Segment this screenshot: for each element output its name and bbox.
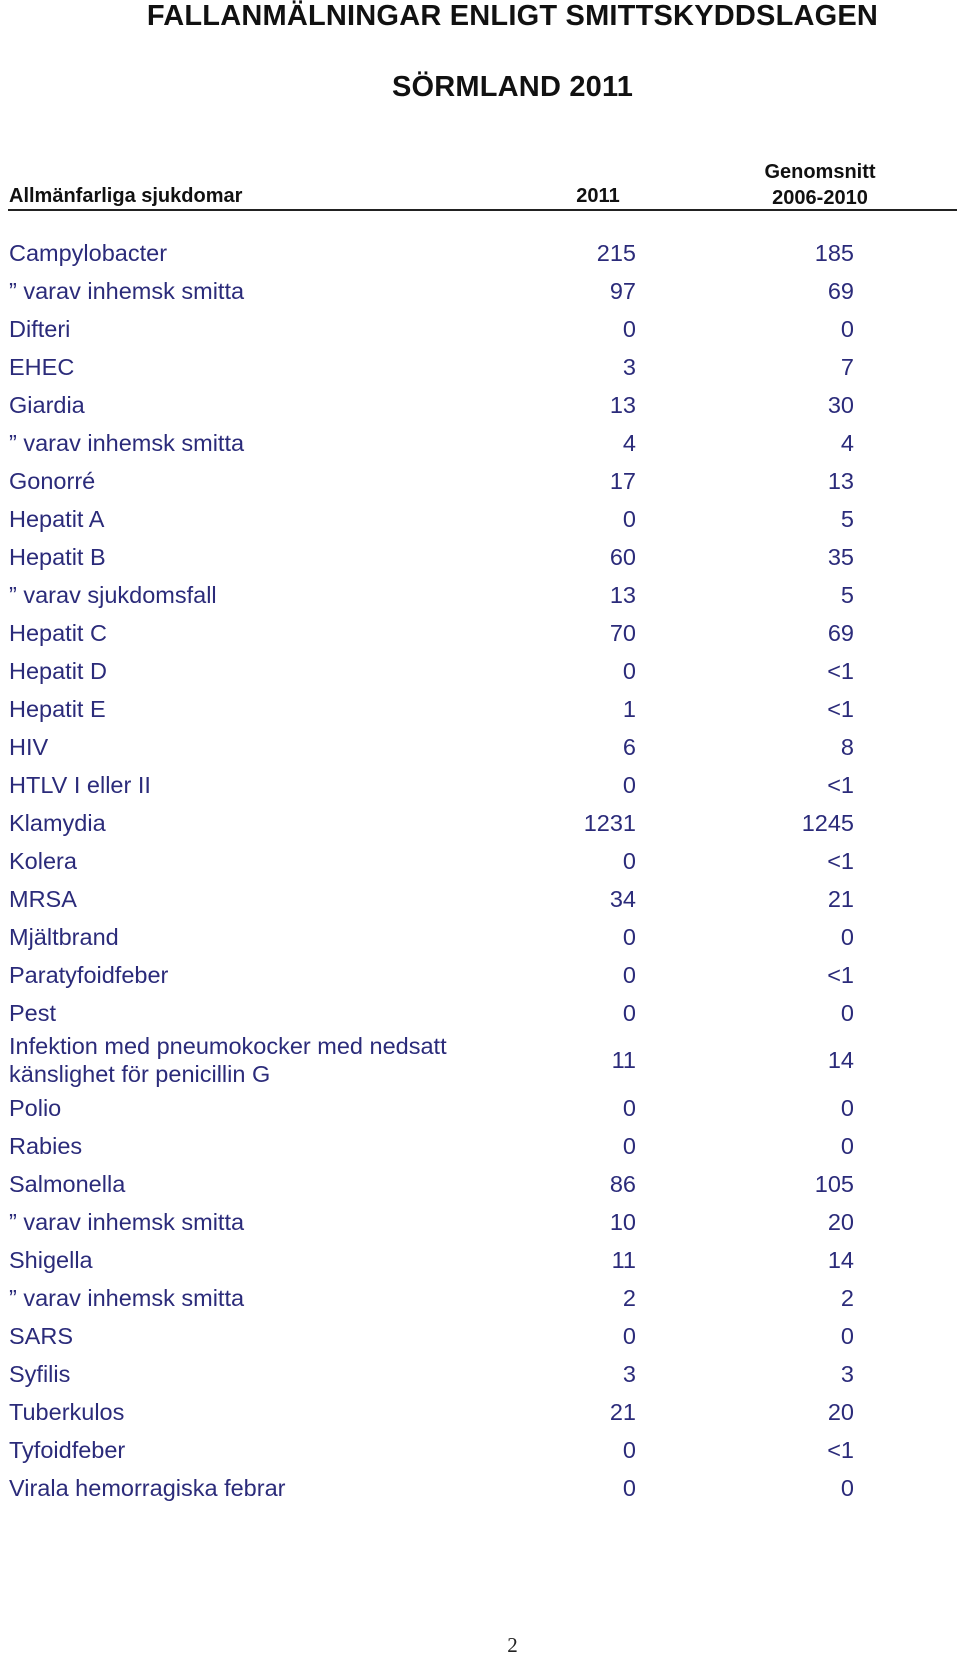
row-disease-name: HTLV I eller II (9, 772, 151, 798)
column-header-disease: Allmänfarliga sjukdomar (9, 185, 243, 207)
row-value-2011: 215 (596, 240, 636, 266)
row-value-average: 0 (840, 1323, 854, 1349)
row-value-2011: 0 (622, 658, 636, 684)
row-disease-name: SARS (9, 1323, 73, 1349)
row-disease-name: Hepatit E (9, 696, 106, 722)
row-disease-name: Pest (9, 1000, 57, 1026)
row-value-2011: 34 (609, 886, 636, 912)
disease-table (0, 233, 960, 1506)
row-disease-name: Campylobacter (9, 240, 168, 266)
row-disease-name: Hepatit C (9, 620, 107, 646)
row-value-average: 4 (840, 430, 854, 456)
row-value-average: 0 (840, 1133, 854, 1159)
row-value-2011: 0 (622, 848, 636, 874)
table-row (0, 841, 960, 879)
table-row (0, 271, 960, 309)
row-value-average: 5 (840, 506, 854, 532)
row-disease-name: ” varav inhemsk smitta (9, 1209, 245, 1235)
row-disease-name: Klamydia (9, 810, 106, 836)
row-value-average: 13 (827, 468, 854, 494)
column-header-average-line2: 2006-2010 (772, 187, 868, 209)
row-value-average: <1 (827, 848, 854, 874)
row-value-average: 5 (840, 582, 854, 608)
row-disease-name: Mjältbrand (9, 924, 119, 950)
row-value-average: 69 (827, 278, 854, 304)
row-value-2011: 0 (622, 924, 636, 950)
row-disease-name-line2: känslighet för penicillin G (9, 1061, 271, 1087)
row-disease-name: ” varav inhemsk smitta (9, 430, 245, 456)
row-value-average: 2 (840, 1285, 854, 1311)
column-header-average (750, 159, 890, 211)
row-disease-name: Virala hemorragiska febrar (9, 1475, 286, 1501)
row-value-2011: 0 (622, 1437, 636, 1463)
row-value-2011: 60 (609, 544, 636, 570)
row-value-2011: 13 (609, 392, 636, 418)
row-value-average: 20 (827, 1399, 854, 1425)
column-header-2011: 2011 (576, 185, 620, 207)
row-value-average: 21 (827, 886, 854, 912)
table-row (0, 1392, 960, 1430)
table-row (0, 613, 960, 651)
row-value-2011: 0 (622, 772, 636, 798)
page-number: 2 (507, 1633, 518, 1657)
table-row (0, 309, 960, 347)
row-value-average: 3 (840, 1361, 854, 1387)
table-row (0, 1240, 960, 1278)
row-disease-name: Hepatit D (9, 658, 107, 684)
row-disease-name: Salmonella (9, 1171, 126, 1197)
table-row (0, 803, 960, 841)
row-value-2011: 70 (609, 620, 636, 646)
row-disease-name: Difteri (9, 316, 71, 342)
row-value-2011: 4 (622, 430, 636, 456)
row-value-average: 185 (814, 240, 854, 266)
table-row (0, 1164, 960, 1202)
row-value-2011: 0 (622, 962, 636, 988)
row-value-2011: 3 (622, 1361, 636, 1387)
row-disease-name: Paratyfoidfeber (9, 962, 169, 988)
row-value-average: 0 (840, 316, 854, 342)
row-value-2011: 13 (609, 582, 636, 608)
row-disease-name: MRSA (9, 886, 77, 912)
table-row (0, 917, 960, 955)
table-row (0, 955, 960, 993)
table-row (0, 499, 960, 537)
table-row (0, 423, 960, 461)
row-value-average: 14 (827, 1247, 854, 1273)
row-disease-name: Polio (9, 1095, 62, 1121)
table-row (0, 233, 960, 271)
row-disease-name: Rabies (9, 1133, 83, 1159)
row-value-average: <1 (827, 772, 854, 798)
row-disease-name: Hepatit A (9, 506, 105, 532)
page-subtitle: SÖRMLAND 2011 (391, 71, 634, 103)
header-divider (8, 209, 957, 211)
table-row (0, 347, 960, 385)
row-value-average: 0 (840, 924, 854, 950)
table-row (0, 537, 960, 575)
row-disease-name: Tuberkulos (9, 1399, 125, 1425)
table-row (0, 575, 960, 613)
row-value-average: <1 (827, 658, 854, 684)
table-row (0, 1278, 960, 1316)
table-row (0, 1088, 960, 1126)
row-value-average: 8 (840, 734, 854, 760)
table-row (0, 1031, 960, 1088)
row-disease-name: Tyfoidfeber (9, 1437, 126, 1463)
row-disease-name: Shigella (9, 1247, 93, 1273)
row-value-2011: 17 (609, 468, 636, 494)
row-value-average: 0 (840, 1000, 854, 1026)
row-value-2011: 2 (622, 1285, 636, 1311)
row-value-average: 35 (827, 544, 854, 570)
row-value-average: <1 (827, 1437, 854, 1463)
table-row (0, 1354, 960, 1392)
row-value-2011: 0 (622, 1475, 636, 1501)
page-title: FALLANMÄLNINGAR ENLIGT SMITTSKYDDSLAGEN (146, 0, 879, 32)
row-value-average: 30 (827, 392, 854, 418)
row-value-average: 105 (814, 1171, 854, 1197)
table-row (0, 879, 960, 917)
row-disease-name: Kolera (9, 848, 77, 874)
row-value-average: 69 (827, 620, 854, 646)
row-value-2011: 10 (609, 1209, 636, 1235)
row-value-2011: 6 (622, 734, 636, 760)
row-value-2011: 11 (611, 1247, 636, 1273)
row-value-2011: 0 (622, 1000, 636, 1026)
row-disease-name: HIV (9, 734, 49, 760)
row-value-average: 0 (840, 1475, 854, 1501)
row-disease-name: ” varav inhemsk smitta (9, 1285, 245, 1311)
table-row (0, 993, 960, 1031)
table-row (0, 1430, 960, 1468)
row-value-2011: 0 (622, 316, 636, 342)
row-disease-name: EHEC (9, 354, 75, 380)
row-value-average: 20 (827, 1209, 854, 1235)
table-row (0, 385, 960, 423)
row-disease-name: ” varav sjukdomsfall (9, 582, 217, 608)
row-value-average: 7 (840, 354, 854, 380)
row-disease-name-line1: Infektion med pneumokocker med nedsatt (9, 1033, 447, 1059)
table-row (0, 1126, 960, 1164)
column-header-average-line1: Genomsnitt (764, 161, 876, 183)
row-value-average: <1 (827, 962, 854, 988)
table-row (0, 689, 960, 727)
row-value-2011: 21 (609, 1399, 636, 1425)
table-row (0, 1468, 960, 1506)
row-value-2011: 0 (622, 1133, 636, 1159)
row-value-2011: 3 (622, 354, 636, 380)
row-value-2011: 11 (611, 1047, 636, 1073)
row-value-2011: 0 (622, 506, 636, 532)
row-value-2011: 1231 (583, 810, 636, 836)
row-value-average: 0 (840, 1095, 854, 1121)
table-row (0, 765, 960, 803)
table-row (0, 461, 960, 499)
row-value-average: 14 (827, 1047, 854, 1073)
row-disease-name: ” varav inhemsk smitta (9, 278, 245, 304)
row-disease-name: Syfilis (9, 1361, 71, 1387)
row-value-2011: 86 (609, 1171, 636, 1197)
row-value-2011: 0 (622, 1095, 636, 1121)
row-value-2011: 1 (622, 696, 636, 722)
table-row (0, 727, 960, 765)
table-row (0, 1316, 960, 1354)
table-row (0, 1202, 960, 1240)
row-value-average: <1 (827, 696, 854, 722)
row-disease-name: Hepatit B (9, 544, 106, 570)
row-disease-name (9, 1032, 447, 1088)
row-disease-name: Gonorré (9, 468, 96, 494)
row-value-average: 1245 (801, 810, 854, 836)
table-row (0, 651, 960, 689)
row-disease-name: Giardia (9, 392, 85, 418)
row-value-2011: 97 (609, 278, 636, 304)
row-value-2011: 0 (622, 1323, 636, 1349)
